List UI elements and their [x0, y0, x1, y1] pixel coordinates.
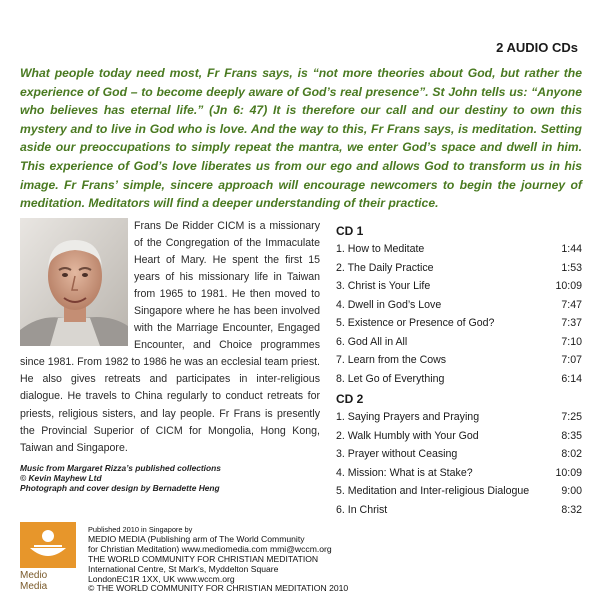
- track-row: [336, 351, 582, 370]
- track-title: 2. Walk Humbly with Your God: [336, 429, 479, 442]
- credits-design: Photograph and cover design by Bernadette Heng: [20, 483, 220, 494]
- intro-paragraph: What people today need most, Fr Frans says, is “not more theories about God, but rather the experience of God – to become deeply aware of God’s real presence”. St John tells us: “Anyone who believes has eternal life.” (Jn 6: 47) It is therefore our call and our destiny to own this mystery and to live in God who is love. And the way to this, Fr Frans says, is meditation. Setting aside our preoccupations to simply repeat the mantra, we enter God’s space and dwell in him. This experience of God’s love liberates us from our ego and allows God to transform us in his image. Fr Frans’ simple, sincere approach will encourage newcomers to begin the journey of meditation. Meditators will find a deeper understanding of their practice.: [20, 66, 582, 211]
- cd1-title: CD 1: [336, 224, 364, 238]
- publisher-line: International Centre, St Mark’s, Myddelton Square: [88, 563, 279, 574]
- track-duration: 7:37: [561, 317, 582, 329]
- track-duration: 7:07: [561, 354, 582, 366]
- medio-media-logo: [20, 522, 76, 592]
- track-row: [336, 240, 582, 259]
- track-duration: 8:35: [561, 429, 582, 442]
- track-row: [336, 333, 582, 352]
- track-title: 3. Prayer without Ceasing: [336, 448, 458, 460]
- publisher-line: © THE WORLD COMMUNITY FOR CHRISTIAN MEDITATION 2010: [88, 583, 349, 594]
- track-title: 3. Christ is Your Life: [336, 280, 431, 292]
- track-title: 5. Existence or Presence of God?: [336, 317, 495, 329]
- track-duration: 7:10: [561, 335, 582, 348]
- track-duration: 10:09: [555, 466, 582, 479]
- track-row: [336, 314, 582, 333]
- publisher-line: LondonEC1R 1XX, UK www.wccm.org: [88, 573, 235, 584]
- track-duration: 1:44: [561, 243, 582, 255]
- track-title: 6. In Christ: [336, 503, 388, 516]
- credits: [20, 463, 221, 494]
- audio-cds-label: 2 AUDIO CDs: [496, 40, 578, 55]
- track-title: 2. The Daily Practice: [336, 261, 434, 274]
- author-bio: [20, 218, 320, 454]
- track-title: 4. Dwell in God’s Love: [336, 298, 442, 311]
- cd2-title: CD 2: [336, 392, 364, 406]
- author-bio-text: Frans De Ridder CICM is a missionary of the Congregation of the Immaculate Heart of Mary. He spent the first 15 years of his missionary life in Taiwan from 1965 to 1981. He then moved to Singapore where he has been involved with the Marriage Encounter, Engaged Encounter, and Choice programmes since 1981. From 1982 to 1986 he was an ecclesial team priest. He also gives retreats and participates in inter-religious dialogue. He travels to China regularly to conduct retreats for priests, religious sisters, and lay people. Fr Frans is presently the Provincial Superior of CICM for Mongolia, Hong Kong, Taiwan and Singapore.: [20, 220, 320, 454]
- track-duration: 7:25: [561, 411, 582, 423]
- track-title: 1. Saying Prayers and Praying: [336, 411, 480, 423]
- track-title: 6. God All in All: [336, 335, 408, 348]
- track-row: [336, 277, 582, 296]
- track-duration: 10:09: [555, 280, 582, 292]
- track-title: 8. Let Go of Everything: [336, 372, 445, 385]
- logo-text: [20, 570, 47, 592]
- track-title: 4. Mission: What is at Stake?: [336, 466, 473, 479]
- track-duration: 1:53: [561, 261, 582, 274]
- credits-copyright: © Kevin Mayhew Ltd: [20, 473, 102, 484]
- logo-text-medio: Medio: [20, 570, 48, 581]
- logo-text-media: Media: [20, 581, 48, 592]
- publisher-line: for Christian Meditation) www.mediomedia.com mmi@wccm.org: [88, 543, 332, 554]
- publisher-line: THE WORLD COMMUNITY FOR CHRISTIAN MEDITATION: [88, 553, 319, 564]
- track-row: [336, 427, 582, 446]
- publisher-info: [88, 525, 408, 594]
- track-row: [336, 464, 582, 483]
- track-row: [336, 482, 582, 501]
- track-title: 1. How to Meditate: [336, 243, 425, 255]
- track-row: [336, 501, 582, 520]
- track-listing: [336, 222, 582, 519]
- track-row: [336, 296, 582, 315]
- publisher-line: MEDIO MEDIA (Publishing arm of The World Community: [88, 533, 305, 544]
- logo-emblem-icon: [20, 522, 76, 568]
- track-duration: 8:32: [561, 503, 582, 516]
- track-row: [336, 408, 582, 427]
- track-title: 5. Meditation and Inter-religious Dialogue: [336, 485, 530, 497]
- track-row: [336, 445, 582, 464]
- credits-music: Music from Margaret Rizza’s published collections: [20, 463, 221, 473]
- track-duration: 9:00: [561, 485, 582, 497]
- publisher-line: Published 2010 in Singapore by: [88, 525, 193, 534]
- track-duration: 6:14: [561, 372, 582, 385]
- track-duration: 7:47: [561, 298, 582, 311]
- track-row: [336, 259, 582, 278]
- track-row: [336, 370, 582, 389]
- track-title: 7. Learn from the Cows: [336, 354, 447, 366]
- track-duration: 8:02: [561, 448, 582, 460]
